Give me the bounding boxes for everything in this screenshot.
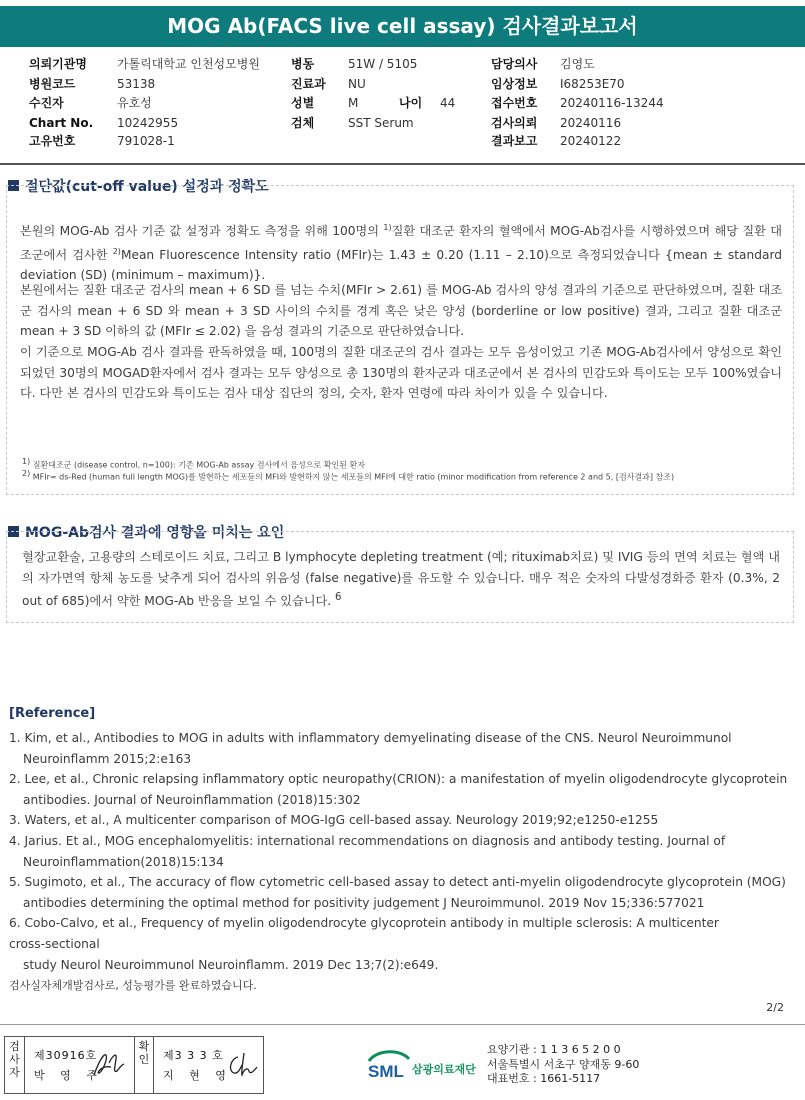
page-number: 2/2	[766, 1001, 784, 1014]
superscript: 1)	[383, 223, 392, 232]
info-row	[0, 114, 805, 132]
text: MFIr= ds-Red (human full length MOG)를 발현하는 세포들의 MFI와 발현하지 않는 세포들의 MFI에 대한 ratio (minor modification from reference 2 and 5, [검사결과] 참조)	[30, 472, 675, 482]
info-row	[0, 75, 805, 93]
superscript: 2)	[22, 469, 31, 478]
confirm-name: 지 현 영	[163, 1069, 232, 1082]
divider	[0, 163, 805, 165]
info-label: 담당의사	[491, 57, 538, 71]
inspector-name: 박 영 주	[34, 1069, 103, 1082]
inspector-number: 제30916호	[34, 1049, 98, 1062]
confirm-signature-icon	[224, 1049, 260, 1081]
organization-name: 삼광의료재단	[412, 1063, 476, 1076]
info-label: 임상정보	[491, 77, 538, 91]
text: 검사자	[9, 1040, 20, 1079]
reference-heading: [Reference]	[9, 706, 96, 721]
address: 서울특별시 서초구 양재동 9-60	[487, 1057, 640, 1071]
info-value: NU	[348, 77, 366, 91]
patient-info	[0, 55, 805, 165]
info-value: 44	[440, 96, 456, 110]
info-value: 791028-1	[117, 134, 175, 148]
info-value: I68253E70	[560, 77, 625, 91]
section-heading-text: MOG-Ab검사 결과에 영향을 미치는 요인	[25, 525, 285, 541]
superscript: 2)	[112, 246, 121, 256]
inspector-cell	[25, 1037, 130, 1093]
info-value: M	[348, 96, 359, 110]
text: 확인	[138, 1040, 150, 1066]
inspector-signature-icon	[91, 1049, 127, 1081]
superscript: 1)	[22, 457, 31, 466]
text: cross-sectional	[9, 936, 100, 951]
phone-number: 대표번호 : 1661-5117	[487, 1072, 601, 1085]
paragraph	[22, 547, 780, 612]
section-heading-text: 절단값(cut-off value) 설정과 정확도	[25, 179, 269, 195]
info-value: 51W / 5105	[348, 57, 418, 71]
text: 3. Waters, et al., A multicenter comparison of MOG-IgG cell-based assay. Neurology 2019;92;e1250-e1255	[9, 813, 659, 828]
info-label: 결과보고	[491, 134, 538, 148]
info-value: 20240116-13244	[560, 96, 664, 110]
info-label: 검사의뢰	[491, 116, 538, 130]
info-value: 53138	[117, 77, 156, 91]
info-value: 가톨릭대학교 인천성모병원	[117, 57, 260, 71]
reference-item	[9, 810, 799, 831]
text: 질환대조군 (disease control, n=100): 기존 MOG-Ab assay 검사에서 음성으로 확인된 환자	[30, 460, 365, 470]
info-label: 수진자	[29, 96, 64, 110]
info-value: SST Serum	[348, 116, 414, 130]
footnote	[22, 467, 782, 484]
info-label: 병동	[291, 57, 315, 71]
company-logo	[367, 1045, 487, 1085]
paragraph: 이 기준으로 MOG-Ab 검사 결과를 판독하였을 때, 100명의 질환 대조군의 검사 결과는 모두 음성이었고 기존 MOG-Ab검사에서 양성으로 확인되었던 30명의 MOGAD환자에서 검사 결과는 모두 양성으로 총 130명의 환자군과 대조군에서 본 검사의 민감도와 특이도는 모두 100%였습니다. 다만 본 검사의 민감도와 특이도는 검사 대상 집단의 정의, 숫자, 환자 연령에 따라 차이가 있을 수 있습니다.	[20, 345, 782, 401]
text: 질환 대조군 환자의 혈액에서 MOG-Ab검사를 시행하였으며 해당 질환 대조군에서 검사한	[20, 224, 782, 262]
info-label: 의뢰기관명	[29, 57, 87, 71]
text: Neuroinflamm 2015;2:e163	[23, 751, 192, 766]
reference-item	[9, 872, 799, 913]
validation-note: 검사실자체개발검사로, 성능평가를 완료하였습니다.	[9, 979, 257, 992]
text: antibodies. Journal of Neuroinflammation (2018)15:302	[23, 792, 361, 807]
signature-box	[4, 1036, 264, 1094]
confirm-cell	[154, 1037, 259, 1093]
text: 5. Sugimoto, et al., The accuracy of flow cytometric cell-based assay to detect anti-myelin oligodendrocyte glycoprotein (MOG)	[9, 875, 786, 890]
text: study Neurol Neuroimmunol Neuroinflamm. 2019 Dec 13;7(2):e649.	[23, 957, 439, 972]
info-label: 접수번호	[491, 96, 538, 110]
info-row	[0, 132, 805, 150]
report-title: MOG Ab(FACS live cell assay) 검사결과보고서	[0, 6, 805, 47]
paragraph: 본원에서는 질환 대조군 검사의 mean + 6 SD 를 넘는 수치(MFIr > 2.61) 를 MOG-Ab 검사의 양성 결과의 기준으로 판단하였으며, 질환 대조군 검사의 mean + 6 SD 와 mean + 3 SD 사이의 수치를 경계 혹은 낮은 양성 (borderline or low positive) 결과, 그리고 질환 대조군 mean + 3 SD 이하의 값 (MFIr ≤ 2.02) 을 음성 결과의 기준으로 판단하였습니다.	[20, 283, 782, 339]
paragraph	[20, 218, 782, 286]
inspector-head	[5, 1037, 25, 1093]
text: 1. Kim, et al., Antibodies to MOG in adults with inflammatory demyelinating disease of the CNS. Neurol Neuroimmunol	[9, 731, 732, 745]
text: 본원의 MOG-Ab 검사 기준 값 설정과 정확도 측정을 위해 100명의	[20, 224, 384, 239]
info-value: 20240116	[560, 116, 622, 130]
info-value: 20240122	[560, 134, 622, 148]
info-value: 10242955	[117, 116, 179, 130]
reference-item	[9, 913, 799, 975]
confirm-head	[134, 1037, 154, 1093]
text: Neuroinflammation(2018)15:134	[23, 854, 224, 869]
organization-info	[487, 1043, 639, 1087]
text: 4. Jarius. Et al., MOG encephalomyelitis: international recommendations on diagnosis and antibody testing. Journal of	[9, 833, 726, 848]
info-label: 진료과	[291, 77, 326, 91]
reference-item	[9, 769, 799, 810]
text: 6. Cobo-Calvo, et al., Frequency of myelin oligodendrocyte glycoprotein antibody in multiple sclerosis: A multicenter	[9, 916, 719, 931]
confirm-number: 제3 3 3 호	[163, 1049, 224, 1062]
info-row	[0, 94, 805, 112]
text: 혈장교환술, 고용량의 스테로이드 치료, 그리고 B lymphocyte depleting treatment (예; rituximab치료) 및 IVIG 등의 면역 치료는 혈액 내의 자가면역 항체 농도를 낮추게 되어 검사의 위음성 (false negative)를 유도할 수 있습니다. 매우 적은 숫자의 다발성경화증 환자 (0.3%, 2 out of 685)에서 약한 MOG-Ab 반응을 보일 수 있습니다.	[22, 550, 780, 609]
reference-list	[9, 728, 799, 975]
info-label: Chart No.	[29, 116, 94, 130]
info-label: 병원코드	[29, 77, 76, 91]
info-label: 검체	[291, 116, 315, 130]
reference-item	[9, 831, 799, 872]
text: 2. Lee, et al., Chronic relapsing inflammatory optic neuropathy(CRION): a manifestation of myelin oligodendrocyte glycoprotein	[9, 772, 788, 787]
info-label: 성별	[291, 96, 315, 110]
info-row	[0, 55, 805, 73]
info-label: 고유번호	[29, 134, 76, 148]
info-value: 유호성	[117, 96, 152, 110]
text: antibodies determining the optimal method for positivity judgement J Neuroimmunol. 2019 Nov 15;336:577021	[23, 895, 705, 910]
institution-code: 요양기관 : 1 1 3 6 5 2 0 0	[487, 1043, 621, 1056]
sml-logo-icon	[367, 1045, 411, 1083]
superscript: 6	[335, 592, 342, 603]
info-label: 나이	[399, 96, 423, 110]
text: Mean Fluorescence Intensity ratio (MFIr)는 1.43 ± 0.20 (1.11 – 2.10)으로 측정되었습니다 {mean ± standard deviation (SD) (minimum – maximum)}.	[20, 247, 782, 283]
logo-text: SML	[368, 1062, 404, 1081]
info-value: 김영도	[560, 57, 595, 71]
divider	[0, 1024, 805, 1025]
reference-item	[9, 728, 799, 769]
